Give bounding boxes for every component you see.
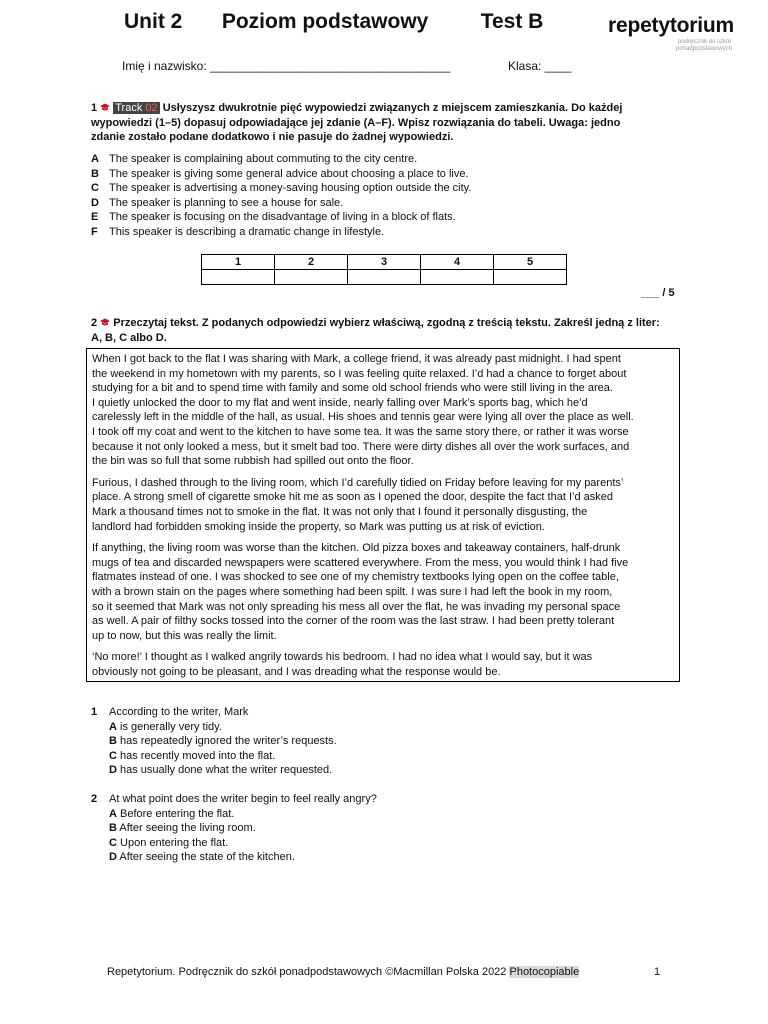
question-1-option-a[interactable]: A is generally very tidy.: [109, 720, 222, 733]
task2-instruction-line-2: A, B, C albo D.: [91, 331, 167, 344]
question-1-option-c[interactable]: C has recently moved into the flat.: [109, 749, 276, 762]
graduation-cap-icon: [100, 103, 110, 112]
answer-header-3: 3: [348, 255, 421, 270]
unit-title: Unit 2: [124, 10, 183, 33]
track-number: 02: [145, 102, 158, 114]
option-a: A The speaker is complaining about commuting to the city centre.: [91, 153, 418, 165]
question-1-stem: According to the writer, Mark: [109, 706, 249, 718]
answer-cell-1[interactable]: [202, 270, 275, 285]
logo-subtitle-line-2: ponadpodstawowych: [676, 46, 733, 52]
page-number: 1: [654, 966, 661, 978]
logo: repetytorium: [608, 14, 734, 37]
test-title: Test B: [480, 10, 544, 33]
question-2-number: 2: [91, 793, 98, 805]
task1-number: 1: [91, 102, 98, 114]
task1-score[interactable]: ___ / 5: [641, 287, 675, 299]
name-field[interactable]: Imię i nazwisko: ____________________________________: [122, 59, 451, 73]
question-2-option-d[interactable]: D After seeing the state of the kitchen.: [109, 851, 295, 864]
track-badge[interactable]: [113, 102, 159, 114]
paragraph-3: If anything, the living room was worse than the kitchen. Old pizza boxes and takeaway containers, half-drunk mugs of tea and discarded newspapers were scattered everywhere. From the mess, you would think I had five flatmates instead of one. I was shocked to see one of my chemistry textbooks lying open on the coffee table, with a brown stain on the pages where something had been spilt. I was sure I had left the book in my room, so it seemed that Mark was not only spreading his mess all over the flat, he was invading my personal space as well. A pair of filthy socks tossed into the corner of the room was the last straw. I had been pretty tolerant up to now, but this was really the limit.: [92, 542, 629, 642]
task1-instruction-line-1: Usłyszysz dwukrotnie pięć wypowiedzi związanych z miejscem zamieszkania. Do każdej: [159, 102, 623, 114]
footer: [107, 966, 579, 978]
task1-instruction: [91, 101, 691, 145]
answer-header-4: 4: [421, 255, 494, 270]
option-e: E The speaker is focusing on the disadvantage of living in a block of flats.: [91, 211, 456, 224]
option-b: B The speaker is giving some general advice about choosing a place to live.: [91, 167, 469, 180]
paragraph-4: ‘No more!’ I thought as I walked angrily towards his bedroom. I had no idea what I would say, but it was obviously not going to be pleasant, and I was dreading what the response would be.: [92, 651, 593, 678]
question-1-option-d[interactable]: D has usually done what the writer requested.: [109, 764, 333, 777]
page-title: [124, 10, 543, 34]
question-1: [91, 705, 337, 778]
logo-subtitle: [676, 39, 732, 53]
question-2: [91, 792, 377, 865]
footer-copyright: Repetytorium. Podręcznik do szkół ponadpodstawowych ©Macmillan Polska 2022: [107, 966, 510, 978]
logo-subtitle-line-1: podręcznik do szkół: [678, 39, 731, 45]
track-label: Track: [115, 102, 146, 114]
answer-header-2: 2: [275, 255, 348, 270]
answer-cell-4[interactable]: [421, 270, 494, 285]
answer-cell-3[interactable]: [348, 270, 421, 285]
level-title: Poziom podstawowy: [221, 10, 429, 33]
task2-instruction: [91, 316, 691, 345]
task1-instruction-line-2: wypowiedzi (1–5) dopasuj odpowiadające jej zdanie (A–F). Wpisz rozwiązania do tabeli. Uwaga: jedno: [91, 116, 621, 129]
question-2-stem: At what point does the writer begin to feel really angry?: [109, 793, 377, 805]
task2-number: 2: [91, 317, 98, 329]
option-d: D The speaker is planning to see a house for sale.: [91, 196, 344, 209]
option-c: C The speaker is advertising a money-saving housing option outside the city.: [91, 182, 472, 195]
paragraph-2: Furious, I dashed through to the living room, which I’d carefully tidied on Friday before leaving for my parents’ place. A strong smell of cigarette smoke hit me as soon as I opened the door, despite the fact that I’d asked Mark a thousand times not to smoke in the flat. It was not only that I found it personally disgusting, the landlord had forbidden smoking inside the property, so Mark was putting us at risk of eviction.: [92, 476, 624, 533]
task1-instruction-line-3: zdanie zostało podane dodatkowo i nie pasuje do żadnej wypowiedzi.: [91, 131, 454, 143]
question-1-number: 1: [91, 706, 98, 718]
option-f: F This speaker is describing a dramatic change in lifestyle.: [91, 225, 385, 238]
answer-cell-5[interactable]: [494, 270, 567, 285]
question-1-option-b[interactable]: B has repeatedly ignored the writer’s requests.: [109, 735, 337, 748]
class-field[interactable]: Klasa: ____: [508, 59, 572, 73]
question-2-option-c[interactable]: C Upon entering the flat.: [109, 836, 229, 849]
reading-text-box: [86, 348, 680, 682]
answer-table: [201, 254, 567, 285]
paragraph-1: When I got back to the flat I was sharing with Mark, a college friend, it was already past midnight. I had spent the weekend in my hometown with my parents, so I was feeling quite relaxed. I’d had a chance to forget about studying for a bit and to spend time with family and some old school friends who were still living in the area. I quietly unlocked the door to my flat and went inside, nearly falling over Mark’s sports bag, which he’d carelessly left in the middle of the hall, as usual. His shoes and tennis gear were lying all over the place as well. I took off my coat and went to the kitchen to have some tea. It was the same story there, or rather it was worse because it not only looked a mess, but it smelt bad too. There were dirty dishes all over the work surfaces, and the bin was so full that some rubbish had spilled out onto the floor.: [92, 353, 634, 468]
question-2-option-b[interactable]: B After seeing the living room.: [109, 822, 256, 835]
photocopiable-label: Photocopiable: [509, 966, 580, 978]
question-2-option-a[interactable]: A Before entering the flat.: [109, 807, 235, 820]
answer-header-5: 5: [494, 255, 567, 270]
answer-cell-2[interactable]: [275, 270, 348, 285]
answer-header-1: 1: [202, 255, 275, 270]
task1-options-list: [91, 152, 471, 240]
task2-instruction-line-1: Przeczytaj tekst. Z podanych odpowiedzi wybierz właściwą, zgodną z treścią tekstu. Zakreśl jedną z liter:: [110, 317, 660, 329]
graduation-cap-icon: [100, 318, 110, 327]
